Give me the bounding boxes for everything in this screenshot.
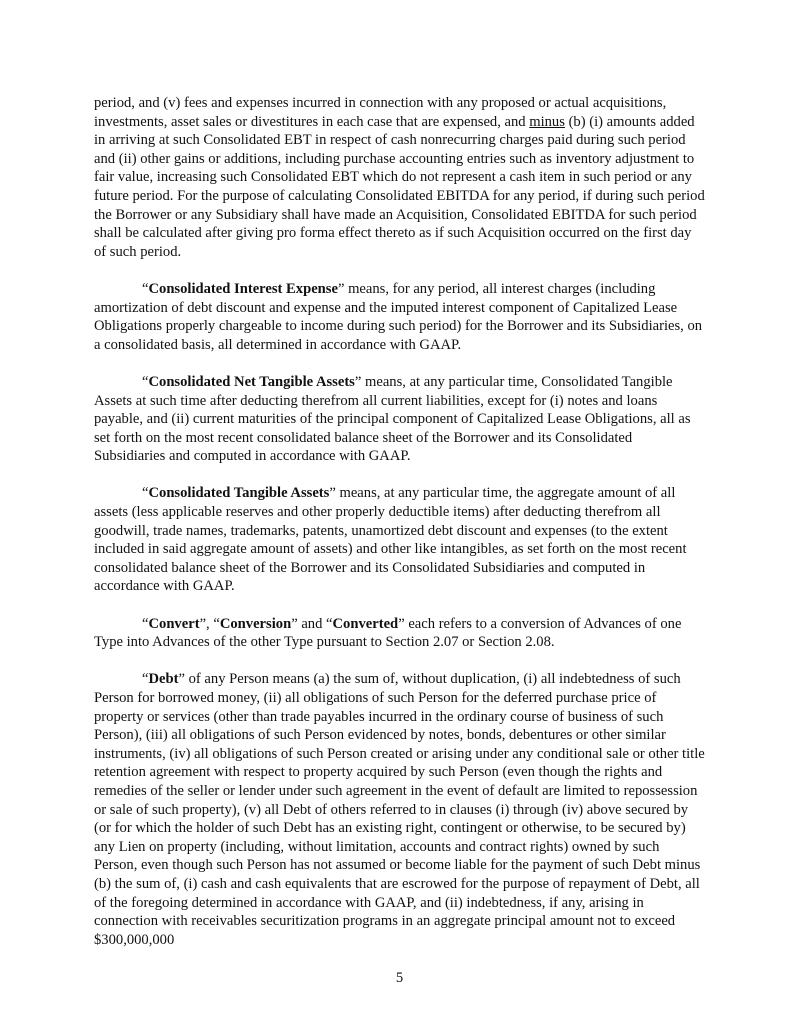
definition-consolidated-interest-expense: “Consolidated Interest Expense” means, for any period, all interest charges (including amortization of debt discount and expense and the imputed interest component of Capitalized Lease Obligations properly chargeable to income during such period) for the Borrower and its Subsidiaries, on a consolidated basis, all determined in accordance with GAAP. xyxy=(94,280,703,353)
defined-term: Conversion xyxy=(219,615,292,632)
definition-consolidated-net-tangible-assets: “Consolidated Net Tangible Assets” means, at any particular time, Consolidated Tangible Assets at such time after deducting therefrom all current liabilities, except for (i) notes and loans payable, and (ii) current maturities of the principal component of Capitalized Lease Obligations, all as set forth on the most recent consolidated balance sheet of the Borrower and its Consolidated Subsidiaries and computed in accordance with GAAP. xyxy=(94,373,691,465)
document-page xyxy=(94,94,706,968)
minus-underlined: minus xyxy=(529,113,565,130)
definition-debt: “Debt” of any Person means (a) the sum of, without duplication, (i) all indebtedness of such Person for borrowed money, (ii) all obligations of such Person for the deferred purchase price of property or services (other than trade payables incurred in the ordinary course of business of such Person), (iii) all obligations of such Person evidenced by notes, bonds, debentures or other similar instruments, (iv) all obligations of such Person created or arising under any conditional sale or other title retention agreement with respect to property acquired by such Person (even though the rights and remedies of the seller or lender under such agreement in the event of default are limited to repossession or sale of such property), (v) all Debt of others referred to in clauses (i) through (iv) above secured by (or for which the holder of such Debt has an existing right, contingent or otherwise, to be secured by) any Lien on property (including, without limitation, accounts and contract rights) owned by such Person, even though such Person has not assumed or become liable for the payment of such Debt minus (b) the sum of, (i) cash and cash equivalents that are escrowed for the purpose of repayment of Debt, all of the foregoing determined in accordance with GAAP, and (ii) indebtedness, if any, arising in connection with receivables securitization programs in an aggregate principal amount not to exceed $300,000,000 xyxy=(94,671,705,948)
defined-term: Consolidated Tangible Assets xyxy=(148,485,330,502)
paragraph-continuation: period, and (v) fees and expenses incurred in connection with any proposed or actual acquisitions, investments, asset sales or divestitures in each case that are expensed, and minus (b) (i) amounts added in arriving at such Consolidated EBT in respect of cash nonrecurring charges paid during such period and (ii) other gains or additions, including purchase accounting entries such as inventory adjustment to fair value, increasing such Consolidated EBT which do not represent a cash item in such period or any future period. For the purpose of calculating Consolidated EBITDA for any period, if during such period the Borrower or any Subsidiary shall have made an Acquisition, Consolidated EBITDA for such period shall be calculated after giving pro forma effect thereto as if such Acquisition occurred on the first day of such period. xyxy=(94,95,705,260)
defined-term: Consolidated Interest Expense xyxy=(148,280,338,297)
definition-convert: “Convert”, “Conversion” and “Converted” each refers to a conversion of Advances of one Type into Advances of the other Type pursuant to Section 2.07 or Section 2.08. xyxy=(94,615,682,651)
page-number: 5 xyxy=(395,970,404,986)
defined-term: Consolidated Net Tangible Assets xyxy=(148,373,355,390)
defined-term: Converted xyxy=(332,615,399,632)
defined-term: Debt xyxy=(148,671,179,688)
definition-consolidated-tangible-assets: “Consolidated Tangible Assets” means, at any particular time, the aggregate amount of all assets (less applicable reserves and other properly deductible items) after deducting therefrom all goodwill, trade names, trademarks, patents, unamortized debt discount and expenses (to the extent included in said aggregate amount of assets) and other like intangibles, as set forth on the most recent consolidated balance sheet of the Borrower and its Consolidated Subsidiaries and computed in accordance with GAAP. xyxy=(94,485,687,595)
defined-term: Convert xyxy=(148,615,200,632)
